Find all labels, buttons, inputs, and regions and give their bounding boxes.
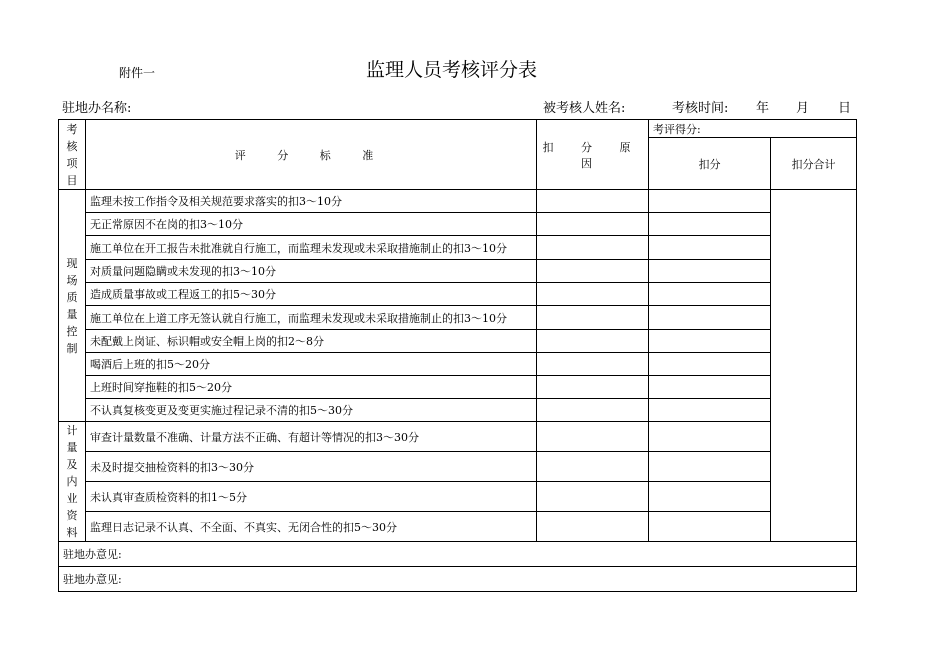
reason-input-cell[interactable] [537,306,649,330]
criteria-cell: 上班时间穿拖鞋的扣5～20分 [86,376,537,399]
reason-input-cell[interactable] [537,236,649,260]
reason-input-cell[interactable] [537,190,649,213]
reason-input-cell[interactable] [537,422,649,452]
criteria-column-header [86,120,537,190]
criteria-cell: 不认真复核变更及变更实施过程记录不清的扣5～30分 [86,399,537,422]
assessment-table [58,119,857,592]
examinee-name-label: 被考核人姓名: [543,101,626,116]
deduct-input-cell[interactable] [649,512,771,542]
reason-input-cell[interactable] [537,482,649,512]
section-label-2: 计 量 及 内 业 资 料 [59,422,86,542]
reason-input-cell[interactable] [537,213,649,236]
reason-input-cell[interactable] [537,283,649,306]
deduct-total-column-header: 扣分合计 [771,138,857,190]
criteria-header-text: 评 分 标 准 [234,148,388,162]
assessment-time-label: 考核时间: [672,101,729,116]
deduct-input-cell[interactable] [649,482,771,512]
criteria-cell: 施工单位在开工报告未批准就自行施工，而监理未发现或未采取措施制止的扣3～10分 [86,236,537,260]
deduct-input-cell[interactable] [649,190,771,213]
criteria-cell: 施工单位在上道工序无签认就自行施工，而监理未发现或未采取措施制止的扣3～10分 [86,306,537,330]
criteria-cell: 造成质量事故或工程返工的扣5～30分 [86,283,537,306]
deduct-input-cell[interactable] [649,213,771,236]
deduct-column-header: 扣分 [649,138,771,190]
deduct-input-cell[interactable] [649,452,771,482]
score-label: 考评得分: [649,120,857,138]
criteria-cell: 未及时提交抽检资料的扣3～30分 [86,452,537,482]
deduct-input-cell[interactable] [649,353,771,376]
section-label-1: 现 场 质 量 控 制 [59,190,86,422]
form-title: 监理人员考核评分表 [366,59,538,81]
office-opinion-row-1[interactable]: 驻地办意见: [59,542,857,567]
reason-column-header [537,120,649,190]
month-label: 月 [796,101,810,116]
deduct-input-cell[interactable] [649,399,771,422]
reason-input-cell[interactable] [537,376,649,399]
reason-input-cell[interactable] [537,260,649,283]
reason-header-text: 扣 分 原 因 [542,140,643,170]
criteria-cell: 未认真审查质检资料的扣1～5分 [86,482,537,512]
criteria-cell: 审查计量数量不准确、计量方法不正确、有超计等情况的扣3～30分 [86,422,537,452]
deduct-input-cell[interactable] [649,376,771,399]
criteria-cell: 未配戴上岗证、标识帽或安全帽上岗的扣2～8分 [86,330,537,353]
criteria-cell: 无正常原因不在岗的扣3～10分 [86,213,537,236]
deduct-input-cell[interactable] [649,306,771,330]
item-column-header: 考 核 项 目 [59,120,86,190]
deduct-input-cell[interactable] [649,283,771,306]
year-label: 年 [756,101,770,116]
deduct-input-cell[interactable] [649,330,771,353]
reason-input-cell[interactable] [537,452,649,482]
deduct-total-input-cell[interactable] [771,190,857,542]
criteria-cell: 监理日志记录不认真、不全面、不真实、无闭合性的扣5～30分 [86,512,537,542]
office-name-label: 驻地办名称: [62,101,132,116]
deduct-input-cell[interactable] [649,236,771,260]
deduct-input-cell[interactable] [649,260,771,283]
reason-input-cell[interactable] [537,399,649,422]
office-opinion-row-2[interactable]: 驻地办意见: [59,567,857,592]
attachment-label: 附件一 [119,66,156,80]
reason-input-cell[interactable] [537,353,649,376]
day-label: 日 [838,101,852,116]
criteria-cell: 对质量问题隐瞒或未发现的扣3～10分 [86,260,537,283]
reason-input-cell[interactable] [537,512,649,542]
deduct-input-cell[interactable] [649,422,771,452]
criteria-cell: 监理未按工作指令及相关规范要求落实的扣3～10分 [86,190,537,213]
criteria-cell: 喝酒后上班的扣5～20分 [86,353,537,376]
reason-input-cell[interactable] [537,330,649,353]
